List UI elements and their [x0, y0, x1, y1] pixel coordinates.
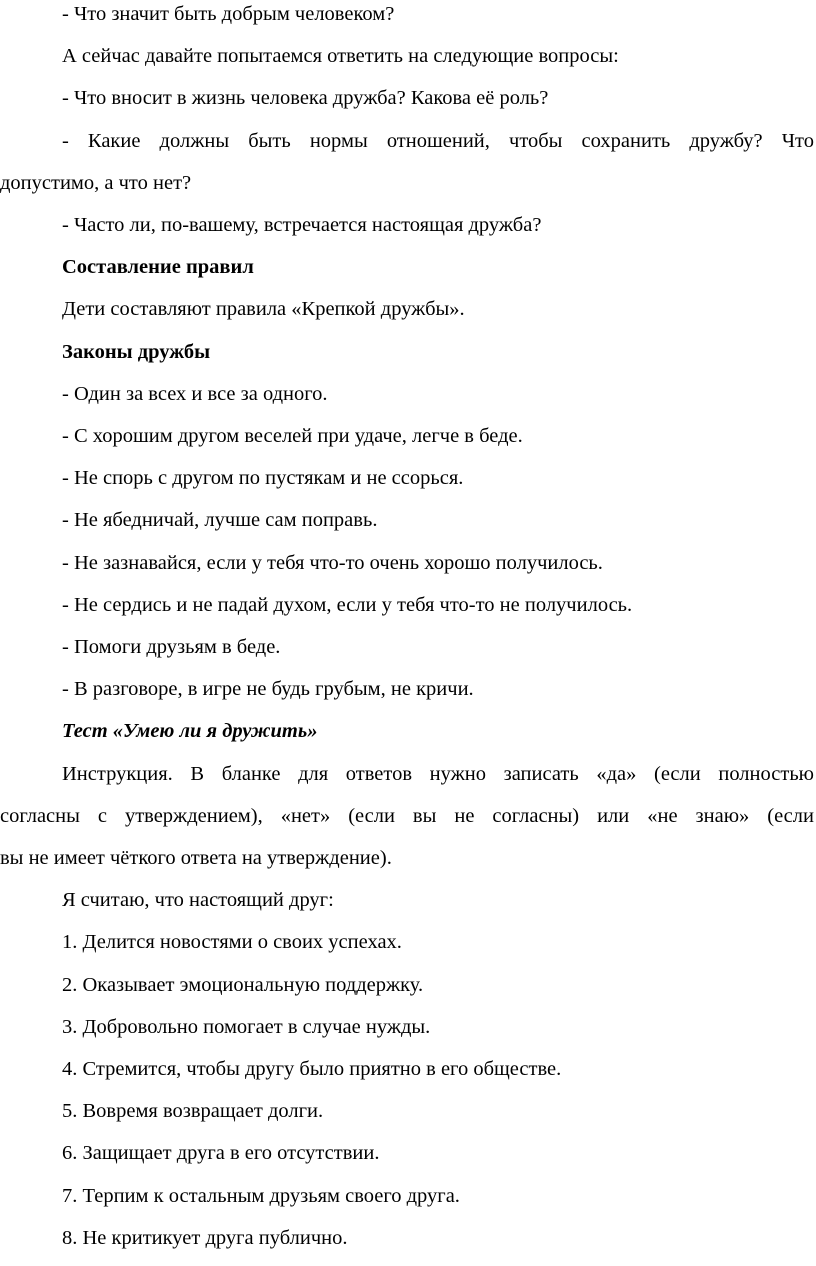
test-heading: Тест «Умею ли я дружить»	[62, 720, 318, 742]
law-item: - Не зазнавайся, если у тебя что-то очень хорошо получилось.	[62, 552, 603, 574]
law-item: - Помоги друзьям в беде.	[62, 636, 281, 658]
questions-intro: А сейчас давайте попытаемся ответить на следующие вопросы:	[62, 45, 619, 67]
test-instruction-line-1: Инструкция. В бланке для ответов нужно записать «да» (если полностью	[62, 763, 814, 785]
test-lead: Я считаю, что настоящий друг:	[62, 889, 334, 911]
law-item: - Не сердись и не падай духом, если у тебя что-то не получилось.	[62, 594, 633, 616]
question-norms-line-1: - Какие должны быть нормы отношений, чтобы сохранить дружбу? Что	[62, 130, 814, 152]
question-friendship-role: - Что вносит в жизнь человека дружба? Какова её роль?	[62, 87, 549, 109]
test-item: 5. Вовремя возвращает долги.	[62, 1100, 324, 1122]
law-item: - Не ябедничай, лучше сам поправь.	[62, 509, 378, 531]
law-item: - Один за всех и все за одного.	[62, 383, 328, 405]
question-real-friendship: - Часто ли, по-вашему, встречается настоящая дружба?	[62, 214, 542, 236]
laws-heading: Законы дружбы	[62, 341, 211, 363]
law-item: - В разговоре, в игре не будь грубым, не кричи.	[62, 678, 474, 700]
test-item: 1. Делится новостями о своих успехах.	[62, 931, 402, 953]
question-kind-person: - Что значит быть добрым человеком?	[62, 3, 395, 25]
question-norms-line-2: допустимо, а что нет?	[0, 172, 192, 194]
test-item: 2. Оказывает эмоциональную поддержку.	[62, 974, 424, 996]
test-item: 4. Стремится, чтобы другу было приятно в его обществе.	[62, 1058, 562, 1080]
test-item: 7. Терпим к остальным друзьям своего друга.	[62, 1185, 460, 1207]
rules-text: Дети составляют правила «Крепкой дружбы».	[62, 298, 465, 320]
test-instruction-line-3: вы не имеет чёткого ответа на утверждение).	[0, 847, 392, 869]
test-item: 8. Не критикует друга публично.	[62, 1227, 348, 1249]
test-item: 6. Защищает друга в его отсутствии.	[62, 1142, 380, 1164]
test-item: 3. Добровольно помогает в случае нужды.	[62, 1016, 431, 1038]
rules-heading: Составление правил	[62, 256, 254, 278]
test-instruction-line-2: согласны с утверждением), «нет» (если вы не согласны) или «не знаю» (если	[0, 805, 814, 827]
law-item: - Не спорь с другом по пустякам и не ссорься.	[62, 467, 464, 489]
law-item: - С хорошим другом веселей при удаче, легче в беде.	[62, 425, 523, 447]
